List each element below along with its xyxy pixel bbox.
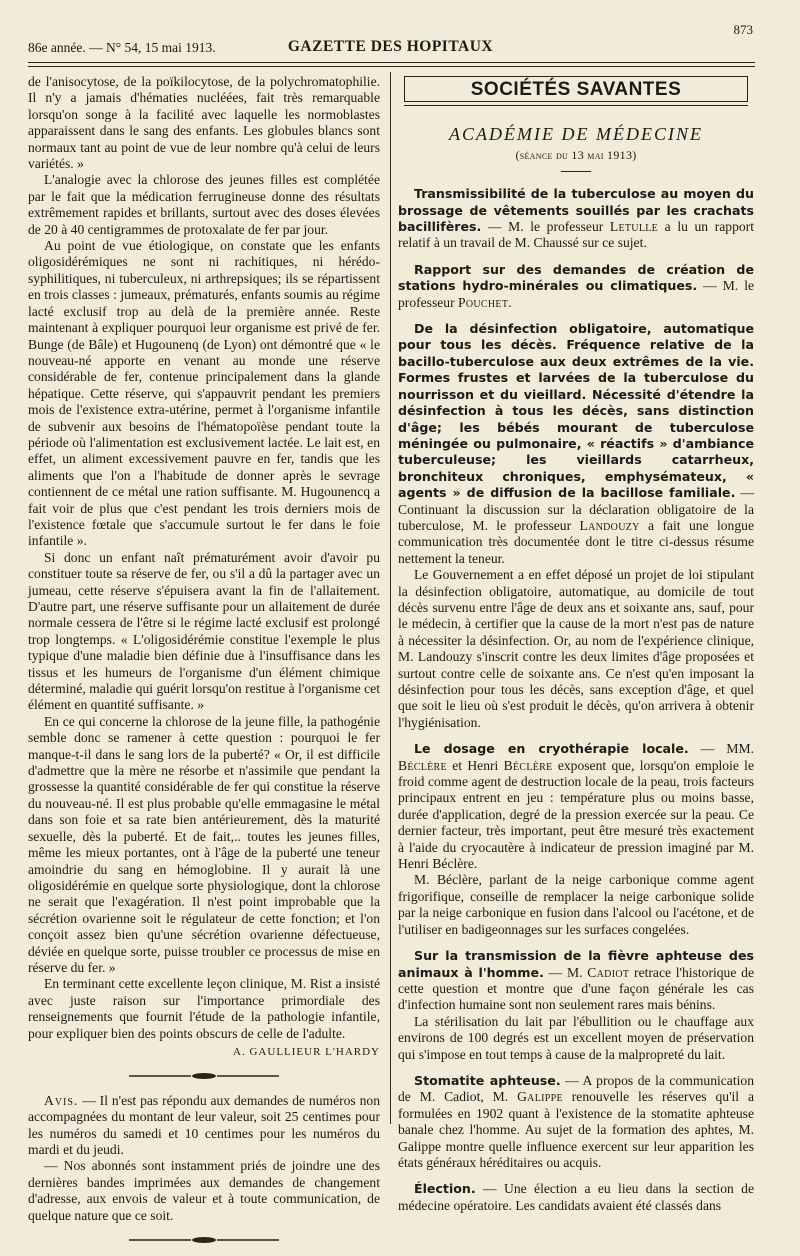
report-text: a lu un rapport relatif à un travail de M. Chaussé sur ce sujet. <box>398 219 754 251</box>
report-item <box>398 321 754 731</box>
report-text: . <box>508 294 512 310</box>
section-rule <box>404 105 748 106</box>
ornament-icon <box>129 1072 279 1080</box>
report-title: Stomatite aphteuse. <box>414 1072 561 1088</box>
report-text: — Une élection a eu lieu dans la section de médecine opératoire. Les candidats avaient été classés dans <box>398 1181 754 1213</box>
academy-title: ACADÉMIE DE MÉDECINE <box>449 124 703 145</box>
report-text: — M. le professeur <box>481 219 610 235</box>
report-item <box>398 1073 754 1171</box>
report-text: renouvelle les réserves qu'il a formulées en 1902 quant à l'existence de la stomatite aphteuse banale chez l'homme. Au sujet de la formation des aphtes, M. Galippe montre quelle influence exercent sur leur apparition les états généraux héréditaires ou acquis. <box>398 1089 755 1170</box>
report-item <box>398 186 754 252</box>
column-divider <box>390 72 391 1124</box>
report-title: Élection. <box>414 1181 476 1197</box>
ornament-divider <box>28 1068 380 1084</box>
report-title: Transmissibilité de la tuberculose au moyen du brossage de vêtements souillés par les crachats bacillifères. <box>398 186 754 235</box>
report-text: et Henri <box>446 757 504 773</box>
report-text: La stérilisation du lait par l'ébullition ou le chauffage aux environs de 100 degrés est un excellent moyen de préservation qui s'impose en tout temps à cause de la malpropreté du lait. <box>398 1013 754 1062</box>
issue-info: 86e année. — N° 54, 15 mai 1913. <box>28 40 216 55</box>
report-item <box>398 741 754 938</box>
author-name: Béclère <box>398 757 447 773</box>
header-rule <box>28 62 755 63</box>
session-date: (séance du 13 mai 1913) <box>515 147 637 162</box>
report-text: Le Gouvernement a en effet déposé un projet de loi stipulant la désinfection obligatoire, automatique, au domicile de tout décès survenu entre l'âge de deux ans et soixante ans, sauf, pour le médecin, à certifier que la cause de la mort n'est pas de nature à nécessiter la désinfection. Or, au nom de l'expérience clinique, M. Landouzy s'inscrit contre les deux limites d'âge proposées et surtout contre celle de soixante ans. Ce n'est qu'en imposant la désinfection pour tous les décès, sans exception d'âge, et quel que soit le lieu où s'est produit le décès, qu'on arrivera à obtenir l'hygiénisation. <box>398 567 754 730</box>
section-title: SOCIÉTÉS SAVANTES <box>404 76 748 102</box>
report-title: Sur la transmission de la fièvre aphteuse des animaux à l'homme. <box>398 948 754 980</box>
report-text: — MM. <box>688 741 754 757</box>
report-title: De la désinfection obligatoire, automatique pour tous les décès. Fréquence relative de la bacillo-tuberculose aux deux extrêmes de la vie. Formes frustes et larvées de la tuberculose du nourrisson et du vieillard. Nécessité d'étendre la désinfection à tous les décès, sans distinction d'âge; les bébés mourant de tuberculose méningée ou pulmonaire, « réactifs » d'ambiance tuberculeuse; les vieillards catarrheux, bronchiteux chroniques, emphysémateux, « agents » de diffusion de la bacillose familiale. <box>398 321 754 501</box>
notice-paragraph-2: — Nos abonnés sont instamment priés de joindre une des dernières bandes imprimées aux demandes de changement d'adresse, aux envois de valeur et à toute communication, de quelque nature que ce soit. <box>28 1158 380 1223</box>
author-name: Landouzy <box>579 517 640 533</box>
report-text: retrace l'historique de cette question et montre que d'une façon générale les cas d'infection humaine sont non seulement rares mais bénins. <box>398 964 754 1013</box>
paragraph: En ce qui concerne la chlorose de la jeune fille, la pathogénie semble donc se ramener à cette question : pourquoi le fer manque-t-il dans le sang lors de la puberté? « Or, il est difficile d'admettre que la mère ne résorbe et n'assimile que pendant la grossesse la quantité considérable de fer qui constitue la réserve du nouveau-né. Il est plus probable qu'elle emmagasine le métal dans son foie et sa rate bien antérieurement, dès la maturité sexuelle, dès la puberté. Et de fait,.. toutes les jeunes filles, même les mieux portantes, ont à l'âge de la puberté une teneur amoindrie du sang en hémoglobine. Il y aurait là une oligosidérémie en quelque sorte physiologique, dont la chlorose ne serait que l'exagération. Il n'est point improbable que la sécrétion ovarienne soit le régulateur de cette fonction; et l'on conçoit assez bien qu'une sécrétion ovarienne défectueuse, déviée en quelque sorte, puisse troubler ce processus de mise en réserve du fer. » <box>28 713 380 975</box>
author-name: Pouchet <box>458 294 509 310</box>
report-text: — M. le professeur <box>398 278 754 310</box>
left-column <box>28 74 380 1256</box>
report-text: — M. <box>543 964 588 980</box>
ornament-divider <box>28 1232 380 1248</box>
report-text: M. Béclère, parlant de la neige carbonique comme agent frigorifique, conseille de remplacer la neige carbonique solide par la neige carbonique en fusion dans l'alcool ou l'acétone, et de l'utiliser en badigeonnages sur les surfaces congelées. <box>398 872 754 937</box>
paragraph: L'analogie avec la chlorose des jeunes filles est complétée par le fait que la médication ferrugineuse donne des résultats extrêmement rapides et brillants, surtout avec des doses élevées de 20 à 40 centigrammes de protoxalate de fer par jour. <box>28 172 380 237</box>
notice-text: — Il n'est pas répondu aux demandes de numéros non accompagnées du montant de leur valeur, soit 25 centimes pour les numéros du samedi et 10 centimes pour les numéros du mardi et du jeudi. <box>28 1092 380 1157</box>
report-text: — Continuant la discussion sur la déclaration obligatoire de la tuberculose, M. le professeur <box>398 485 755 533</box>
paragraph: de l'anisocytose, de la poïkilocytose, de la polychromatophilie. Il n'y a jamais d'hématies nucléées, fait très remarquable lorsqu'on songe à la facilité avec laquelle les normoblastes apparaissent dans le sang des enfants. Les globules blancs sont normaux tant au point de vue de leur nombre qu'à celui de leurs variétés. » <box>28 74 380 172</box>
author-name: Galippe <box>517 1089 563 1105</box>
paragraph: Si donc un enfant naît prématurément avoir d'avoir pu constituer toute sa réserve de fer, ou s'il a dû la partager avec un jumeau, cette réserve s'épuisera avant la fin de l'allaitement. D'autre part, une réserve suffisante pour un allaitement de durée normale cessera de l'être si le régime lacté exclusif est prolongé trop longtemps. « L'oligosidérémie constitue l'exemple le plus typique d'une maladie bien définie due à l'insuffisance dans les tissus et les humeurs de l'organisme d'un élément chimique déterminé, maladie qui guérit lorsqu'on restitue à l'organisme cet élément en quantité suffisante. » <box>28 549 380 713</box>
author-name: Letulle <box>609 219 659 235</box>
report-text: — A propos de la communication de M. Cadiot, M. <box>398 1072 754 1105</box>
right-column <box>398 74 754 1224</box>
paragraph: En terminant cette excellente leçon clinique, M. Rist a insisté avec juste raison sur l'importance primordiale des renseignements que fournit l'étude de la pathologie infantile, pour expliquer bien des points obscurs de celle de l'adulte. <box>28 976 380 1041</box>
author-name: Béclère <box>503 757 553 773</box>
journal-title: GAZETTE DES HOPITAUX <box>287 38 494 55</box>
short-rule <box>561 171 591 172</box>
author-name: Cadiot <box>587 964 630 980</box>
report-title: Le dosage en cryothérapie locale. <box>414 741 689 757</box>
report-text: a fait une longue communication très documentée dont le titre ci-dessus résume nettement la teneur. <box>398 517 754 566</box>
paragraph: Au point de vue étiologique, on constate que les enfants oligosidérémiques ne sont ni rachitiques, ni hérédo-syphilitiques, ni tuberculeux, ni arthrepsiques; ils se répartissent en trois classes : jumeaux, prématurés, enfants soumis au régime lacté exclusif trop au delà de la première année. Reste maintenant à expliquer pourquoi leur organisme est privé de fer. Bunge (de Bâle) et Hugounenq (de Lyon) ont démontré que « le nouveau-né apporte en venant au monde une réserve considérable de fer, contenue principalement dans la glande hépatique. Cette réserve, qui s'appauvrit pendant les premiers mois de l'existence extra-utérine, permet à l'organisme infantile de subvenir aux besoins de l'hématopoïèse pendant toute la période où l'alimentation est exclusivement lactée. Le lait est, en effet, un aliment excessivement pauvre en fer, tandis que les aliments que l'on a l'habitude de donner après le sevrage contiennent de ce métal une ration suffisante. M. Hugounencq a fait voir de plus que c'est pendant les trois derniers mois de l'existence fœtale que s'accumule surtout le fer dans le foie infantile ». <box>28 238 380 549</box>
report-item <box>398 262 754 311</box>
notice-label: Avis. <box>44 1092 79 1108</box>
notice-paragraph <box>28 1093 380 1159</box>
author-signature: A. GAULLIEUR L'HARDY <box>233 1045 380 1058</box>
report-item <box>398 1181 754 1214</box>
report-title: Rapport sur des demandes de création de stations hydro-minérales ou climatiques. <box>398 261 754 294</box>
header-rule-thin <box>28 66 755 67</box>
report-text: exposent que, lorsqu'on emploie le froid comme agent de destruction locale de la peau, trois facteurs principaux entrent en jeu : température plus ou moins basse, durée d'application, degré de la pression exercée sur la peau. Ce dernier facteur, très important, peut être mesuré très exactement à l'aide du cryocautère à indicateur de pression imaginé par M. Henri Béclère. <box>398 757 754 872</box>
page-header <box>28 22 753 56</box>
report-item <box>398 948 754 1063</box>
ornament-icon <box>129 1236 279 1244</box>
page-number: 873 <box>733 22 753 37</box>
